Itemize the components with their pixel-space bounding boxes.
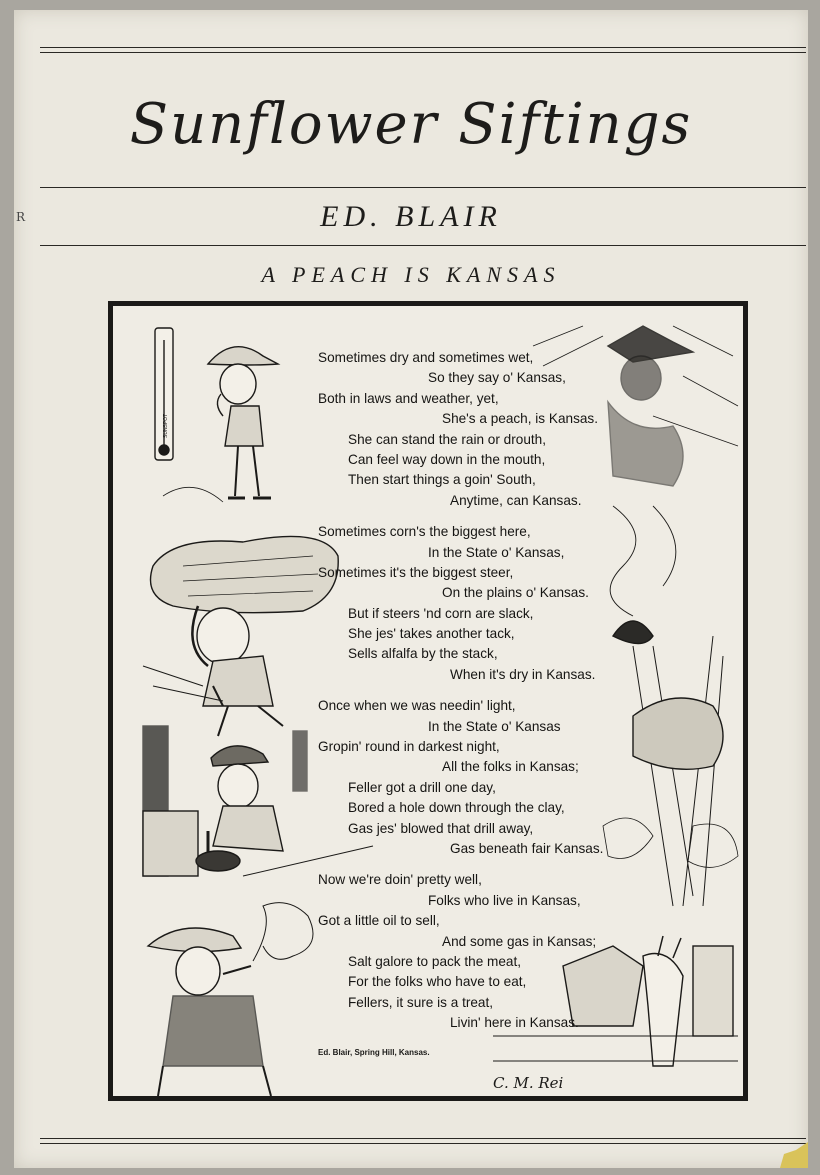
thermometer-label: SUNSPOT — [163, 413, 169, 438]
poem-line: Gropin' round in darkest night, — [318, 739, 500, 755]
poem-stanza — [318, 522, 618, 685]
poem-line: Sometimes corn's the biggest here, — [318, 524, 531, 540]
corn-carrier-figure — [143, 536, 338, 736]
poem-line: Now we're doin' pretty well, — [318, 872, 482, 888]
poem-line: Can feel way down in the mouth, — [348, 451, 546, 467]
top-rule — [40, 47, 806, 48]
poem-line: And some gas in Kansas; — [442, 933, 597, 949]
smoker-figure — [148, 903, 313, 1096]
poem-line: So they say o' Kansas, — [428, 370, 566, 386]
poem-line: Sometimes it's the biggest steer, — [318, 564, 514, 580]
poem-line: Bored a hole down through the clay, — [348, 800, 565, 816]
author-name: ED. BLAIR — [320, 200, 502, 233]
bottom-rule-2 — [40, 1143, 806, 1144]
poem-line: Got a little oil to sell, — [318, 913, 440, 929]
poem-line: Salt galore to pack the meat, — [348, 953, 522, 969]
poem-line: All the folks in Kansas; — [442, 759, 579, 775]
poem-line: Folks who live in Kansas, — [428, 892, 581, 908]
gusher-figure — [603, 621, 738, 906]
subtitle: A PEACH IS KANSAS — [261, 262, 561, 287]
poem-credit: Ed. Blair, Spring Hill, Kansas. — [318, 1048, 430, 1057]
poem-line: Then start things a goin' South, — [348, 472, 536, 488]
thermometer-icon — [155, 328, 173, 460]
poem-stanza — [318, 870, 618, 1033]
poem-line: Feller got a drill one day, — [348, 779, 496, 795]
poem-line: Anytime, can Kansas. — [450, 492, 582, 508]
poem-line: Gas beneath fair Kansas. — [450, 840, 604, 856]
poem-line: On the plains o' Kansas. — [442, 585, 589, 601]
poem-stanza — [318, 696, 618, 859]
author-rule — [40, 245, 806, 246]
title-rule — [40, 187, 806, 188]
poem-line: Sells alfalfa by the stack, — [348, 646, 498, 662]
poem-line: When it's dry in Kansas. — [450, 666, 596, 682]
poem-line: Both in laws and weather, yet, — [318, 390, 499, 406]
top-rule-2 — [40, 52, 806, 53]
artist-signature: C. M. Rei — [493, 1074, 564, 1092]
corner-tear — [774, 1138, 808, 1168]
book-title: Sunflower Siftings — [129, 92, 693, 157]
poem-line: But if steers 'nd corn are slack, — [348, 605, 534, 621]
poem-line: For the folks who have to eat, — [348, 974, 527, 990]
poem-line: She's a peach, is Kansas. — [442, 411, 598, 427]
bottom-rule — [40, 1138, 806, 1139]
poem-frame — [108, 301, 748, 1101]
poem-line: She jes' takes another tack, — [348, 626, 515, 642]
poem-line: In the State o' Kansas, — [428, 544, 565, 560]
poem-stanza — [318, 348, 618, 511]
poem-line: Fellers, it sure is a treat, — [348, 994, 494, 1010]
poem — [318, 348, 618, 1045]
poem-line: Livin' here in Kansas. — [450, 1015, 579, 1031]
book-cover — [14, 10, 808, 1168]
poem-line: She can stand the rain or drouth, — [348, 431, 546, 447]
spine-mark: R — [16, 210, 26, 224]
poem-line: Sometimes dry and sometimes wet, — [318, 350, 534, 365]
poem-line: In the State o' Kansas — [428, 718, 561, 734]
poem-line: Once when we was needin' light, — [318, 698, 516, 714]
poem-line: Gas jes' blowed that drill away, — [348, 820, 534, 836]
farmer-figure-1 — [163, 347, 278, 502]
